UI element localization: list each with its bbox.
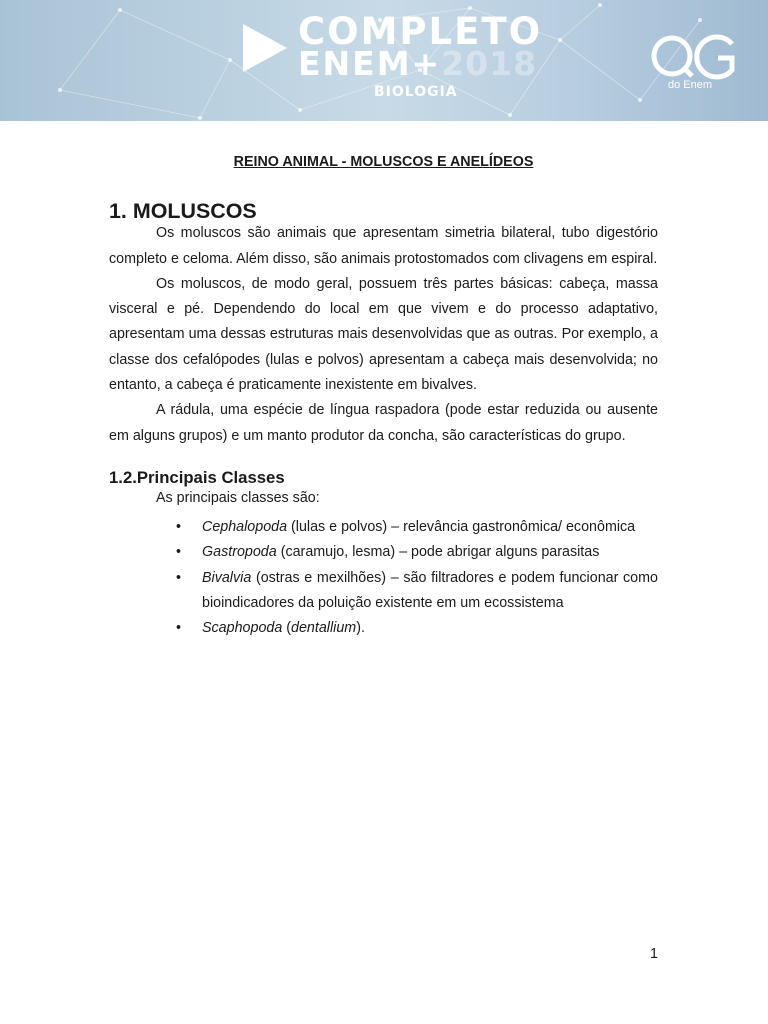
list-item bbox=[176, 616, 658, 641]
class-description-close: ). bbox=[356, 620, 365, 637]
class-description: (lulas e polvos) – relevância gastronômica/ econômica bbox=[287, 518, 636, 535]
brand-title-line1: COMPLETO bbox=[298, 10, 543, 53]
bullet-icon: • bbox=[176, 569, 182, 586]
classes-intro: As principais classes são: bbox=[156, 489, 320, 506]
list-item bbox=[176, 540, 658, 565]
section-heading-moluscos: 1. MOLUSCOS bbox=[109, 199, 257, 224]
page-number: 1 bbox=[650, 946, 658, 962]
brand-enem-text: ENEM+ bbox=[298, 44, 442, 83]
classes-list bbox=[109, 515, 658, 641]
bullet-icon: • bbox=[176, 518, 182, 535]
paragraph: Os moluscos são animais que apresentam simetria bilateral, tubo digestório completo e celoma. Além disso, são animais protostomados com clivagens em espiral. bbox=[109, 225, 658, 267]
class-name: Scaphopoda bbox=[202, 620, 283, 637]
paragraph: A rádula, uma espécie de língua raspadora (pode estar reduzida ou ausente em alguns grupos) e um manto produtor da concha, são características do grupo. bbox=[109, 402, 658, 444]
bullet-icon: • bbox=[176, 620, 182, 637]
list-item bbox=[176, 566, 658, 617]
paragraph: Os moluscos, de modo geral, possuem três partes básicas: cabeça, massa visceral e pé. Dependendo do local em que vivem e do processo adaptativo, apresentam uma dessas estruturas mais desenvolvidas que as outras. Por exemplo, a classe dos cefalópodes (lulas e polvos) apresentam a cabeça mais desenvolvida; no entanto, a cabeça é praticamente inexistente em bivalves. bbox=[109, 275, 658, 394]
play-icon bbox=[241, 22, 289, 74]
section-heading-principais-classes: 1.2.Principais Classes bbox=[109, 467, 285, 487]
bullet-icon: • bbox=[176, 544, 182, 561]
class-description: (ostras e mexilhões) – são filtradores e podem funcionar como bioindicadores da poluição existente em um ecossistema bbox=[202, 569, 658, 611]
document-title: REINO ANIMAL - MOLUSCOS E ANELÍDEOS bbox=[233, 154, 534, 170]
class-name: Cephalopoda bbox=[202, 518, 288, 535]
class-description: (caramujo, lesma) – pode abrigar alguns parasitas bbox=[276, 544, 600, 561]
class-description-italic: dentallium bbox=[291, 620, 357, 637]
header-banner bbox=[0, 0, 768, 121]
class-name: Bivalvia bbox=[202, 569, 252, 586]
brand-subject: BIOLOGIA bbox=[374, 84, 458, 100]
document-body bbox=[109, 150, 658, 641]
class-name: Gastropoda bbox=[202, 544, 277, 561]
brand-title-line2 bbox=[298, 45, 537, 83]
class-description-open: ( bbox=[282, 620, 292, 637]
brand-year: 2018 bbox=[441, 44, 538, 83]
logo-subtext: do Enem bbox=[668, 79, 713, 91]
list-item bbox=[176, 515, 658, 540]
